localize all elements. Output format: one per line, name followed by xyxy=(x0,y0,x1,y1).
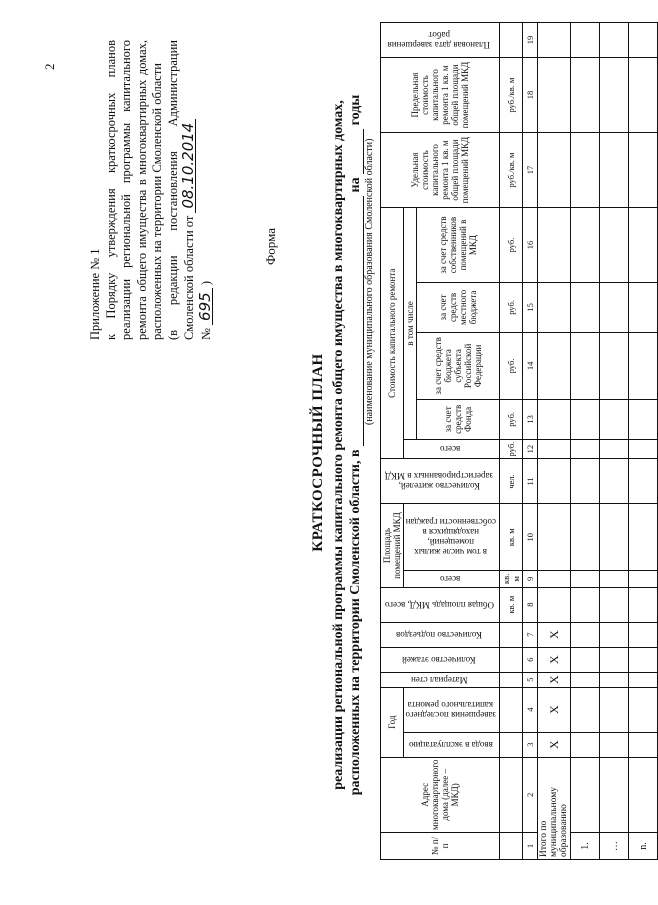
header-cost-total: всего xyxy=(404,439,500,459)
table-row xyxy=(629,23,658,860)
unit-cell: руб. xyxy=(500,439,523,459)
document-title: КРАТКОСРОЧНЫЙ ПЛАН xyxy=(310,353,326,552)
appendix-line2: к Порядку утверждения краткосрочных планов реализации региональной программы капитального ремонта общего имущества в многоквартирных домах, расположенных на территории Смоленской области xyxy=(103,40,164,340)
header-unit-cost: Удельная стоимость капитального ремонта 1 кв. м общей площади помещений МКД xyxy=(381,133,500,208)
table-row xyxy=(600,23,629,860)
header-total-area: Общая площадь МКД, всего xyxy=(381,587,500,622)
unit-cell: руб. xyxy=(500,332,523,399)
header-cost-fund: за счет средств Фонда xyxy=(417,399,500,439)
header-cost-incl: в том числе xyxy=(404,208,417,440)
header-wall: Материал стен xyxy=(381,672,500,687)
column-number: 13 xyxy=(523,399,538,439)
column-number: 10 xyxy=(523,504,538,571)
units-row xyxy=(500,23,523,860)
column-number: 17 xyxy=(523,133,538,208)
header-row-1 xyxy=(381,23,404,860)
unit-cell: руб. xyxy=(500,208,523,283)
unit-cell: руб. xyxy=(500,283,523,333)
row-number: 1. xyxy=(571,833,600,860)
header-address: Адрес многоквартирного дома (далее – МКД) xyxy=(381,757,500,832)
header-year-commission: ввода в эксплуатацию xyxy=(404,732,500,757)
subtitle-line2-text: расположенных на территории Смоленской области, в xyxy=(348,449,363,796)
row-number: … xyxy=(600,833,629,860)
x-mark: Х xyxy=(538,687,571,732)
subtitle-line1: реализации региональной программы капитального ремонта общего имущества в многоквартирных домах, xyxy=(331,100,346,790)
header-cost-region: за счет средств бюджета субъекта Российской Федерации xyxy=(417,332,500,399)
appendix-line3-text: (в редакции постановления Администрации Смоленской области от xyxy=(165,40,196,340)
form-label: Форма xyxy=(263,228,278,265)
header-cost-owners: за счет средств собственников помещений в МКД xyxy=(417,208,500,283)
appendix-block xyxy=(88,40,214,340)
x-mark: Х xyxy=(538,672,571,687)
header-num: № п/п xyxy=(381,833,500,860)
plan-table xyxy=(380,22,658,860)
header-premises-total: всего xyxy=(404,571,500,588)
column-number: 3 xyxy=(523,732,538,757)
handwritten-date: 08.10.2014 xyxy=(181,119,196,213)
subtitle-line2 xyxy=(347,25,364,865)
x-mark: Х xyxy=(538,647,571,672)
header-cost: Стоимость капитального ремонта xyxy=(381,208,404,459)
unit-cell: руб. xyxy=(500,399,523,439)
appendix-number-label: № xyxy=(198,328,213,340)
subtitle-years: годы xyxy=(348,94,363,126)
column-number: 5 xyxy=(523,672,538,687)
unit-cell: кв. м xyxy=(500,504,523,571)
column-number: 11 xyxy=(523,459,538,504)
header-floors: Количество этажей xyxy=(381,647,500,672)
header-premises-area: Площадь помещений МКД xyxy=(381,504,404,587)
column-number: 9 xyxy=(523,571,538,588)
column-numbers-row xyxy=(523,23,538,860)
column-number: 2 xyxy=(523,757,538,832)
column-number: 16 xyxy=(523,208,538,283)
column-number: 18 xyxy=(523,58,538,133)
header-entrances: Количество подъездов xyxy=(381,622,500,647)
x-mark: Х xyxy=(538,732,571,757)
total-row xyxy=(538,23,571,860)
appendix-line4 xyxy=(195,40,215,340)
unit-cell: руб./кв. м xyxy=(500,58,523,133)
x-mark: Х xyxy=(538,622,571,647)
column-number: 12 xyxy=(523,439,538,459)
header-limit-cost: Предельная стоимость капитального ремонта 1 кв. м общей площади помещений МКД xyxy=(381,58,500,133)
header-planned-date: Плановая дата завершения работ xyxy=(381,23,500,58)
subtitle-on: на xyxy=(348,177,363,193)
header-residents: Количество жителей, зарегистрированных в МКД xyxy=(381,459,500,504)
column-number: 14 xyxy=(523,332,538,399)
handwritten-number: 695 xyxy=(198,288,213,325)
appendix-line3 xyxy=(166,40,198,340)
document-subtitle xyxy=(330,25,364,865)
column-number: 4 xyxy=(523,687,538,732)
column-number: 19 xyxy=(523,23,538,58)
column-number: 1 xyxy=(523,833,538,860)
total-row-label: Итого по муниципальному образованию xyxy=(538,757,571,859)
appendix-line4-end: ) xyxy=(198,281,213,286)
column-number: 7 xyxy=(523,622,538,647)
column-number: 15 xyxy=(523,283,538,333)
column-number: 8 xyxy=(523,587,538,622)
column-number: 6 xyxy=(523,647,538,672)
unit-cell: кв. м xyxy=(500,571,523,588)
header-cost-local: за счет средств местного бюджета xyxy=(417,283,500,333)
unit-cell: чел. xyxy=(500,459,523,504)
header-year: Год xyxy=(381,687,404,757)
appendix-line1: Приложение № 1 xyxy=(88,248,102,340)
header-premises-owned: в том числе жилых помещений, находящихся в собственности граждан xyxy=(404,504,500,571)
page-number: 2 xyxy=(42,63,57,70)
row-number: n. xyxy=(629,833,658,860)
header-year-repair: завершения последнего капитального ремонта xyxy=(404,687,500,732)
unit-cell: руб./кв. м xyxy=(500,133,523,208)
unit-cell: кв. м xyxy=(500,587,523,622)
municipality-caption: (наименование муниципального образования Смоленской области) xyxy=(364,138,375,425)
table-row xyxy=(571,23,600,860)
